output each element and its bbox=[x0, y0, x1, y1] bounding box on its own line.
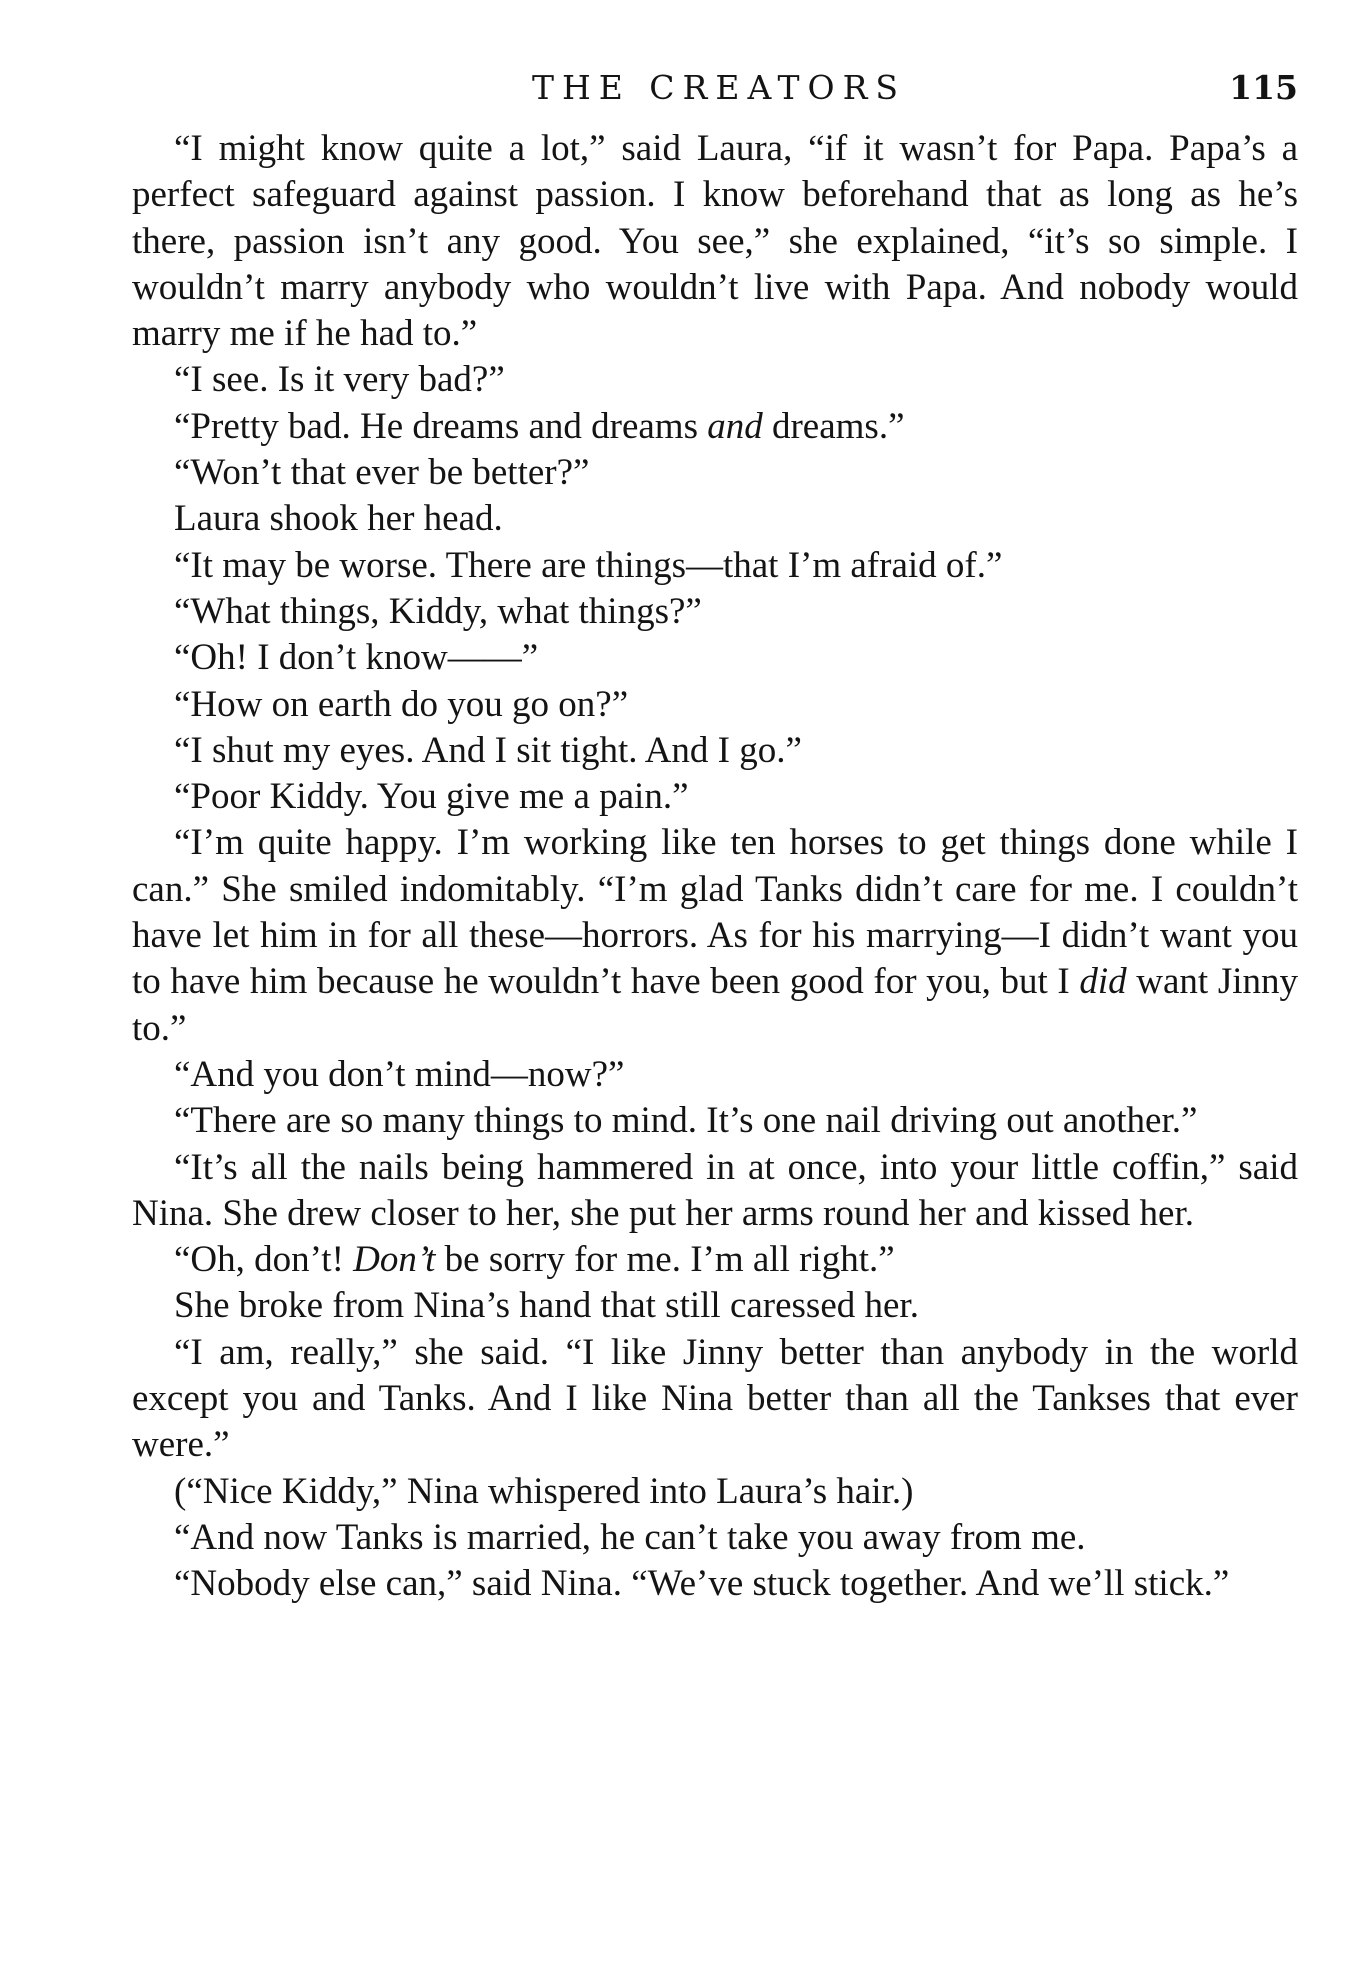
book-page bbox=[132, 58, 1298, 1608]
paragraph-text: “And now Tanks is married, he can’t take you away from me. bbox=[174, 1516, 1086, 1558]
paragraph bbox=[132, 543, 1298, 589]
paragraph-text: “How on earth do you go on?” bbox=[174, 683, 629, 725]
paragraph-text: Laura shook her head. bbox=[174, 498, 503, 540]
paragraph-text: “Oh, don’t! bbox=[174, 1239, 354, 1281]
paragraph bbox=[132, 635, 1298, 681]
paragraph bbox=[132, 1515, 1298, 1561]
running-title: THE CREATORS bbox=[531, 68, 907, 107]
paragraph-text: (“Nice Kiddy,” Nina whispered into Laura’s hair.) bbox=[174, 1470, 914, 1512]
paragraph bbox=[132, 589, 1298, 635]
paragraph bbox=[132, 820, 1298, 1051]
paragraph bbox=[132, 1052, 1298, 1098]
paragraph bbox=[132, 450, 1298, 496]
paragraph-text: “It’s all the nails being hammered in at once, into your little coffin,” said Nina. She drew closer to her, she put her arms round her and kissed her. bbox=[132, 1146, 1298, 1234]
paragraph bbox=[132, 682, 1298, 728]
paragraph-text: “I’m quite happy. I’m working like ten horses to get things done while I can.” She smiled indomitably. “I’m glad Tanks didn’t care for me. I couldn’t have let him in for all these—horrors. As for his marrying—I didn’t want you to have him because he wouldn’t have been good for you, but I bbox=[132, 822, 1298, 1003]
paragraph-text: “It may be worse. There are things—that I’m afraid of.” bbox=[174, 544, 1003, 586]
italic-emphasis: and bbox=[707, 405, 763, 447]
paragraph bbox=[132, 126, 1298, 357]
italic-emphasis: did bbox=[1079, 961, 1127, 1003]
paragraph bbox=[132, 1098, 1298, 1144]
paragraph bbox=[132, 1283, 1298, 1329]
paragraph-text: want Jinny to.” bbox=[132, 961, 1298, 1049]
paragraph-text: “Nobody else can,” said Nina. “We’ve stuck together. And we’ll stick.” bbox=[174, 1563, 1230, 1605]
paragraph-text: “Pretty bad. He dreams and dreams bbox=[174, 405, 708, 447]
paragraph-text: “What things, Kiddy, what things?” bbox=[174, 590, 702, 632]
paragraph-text: “Poor Kiddy. You give me a pain.” bbox=[174, 776, 689, 818]
paragraph bbox=[132, 1237, 1298, 1283]
paragraph bbox=[132, 1561, 1298, 1607]
paragraph bbox=[132, 404, 1298, 450]
paragraph bbox=[132, 1145, 1298, 1238]
page-number: 115 bbox=[1229, 68, 1298, 107]
paragraph bbox=[132, 1469, 1298, 1515]
paragraph-text: “There are so many things to mind. It’s one nail driving out another.” bbox=[174, 1100, 1198, 1142]
paragraph-text: “I see. Is it very bad?” bbox=[174, 359, 505, 401]
paragraph-text: dreams.” bbox=[762, 405, 905, 447]
paragraph bbox=[132, 357, 1298, 403]
paragraph-text: “And you don’t mind—now?” bbox=[174, 1053, 625, 1095]
paragraph-text: “I am, really,” she said. “I like Jinny better than anybody in the world except you and Tanks. And I like Nina better than all the Tankses that ever were.” bbox=[132, 1331, 1298, 1466]
body-text bbox=[132, 126, 1298, 1608]
running-head bbox=[132, 58, 1298, 118]
paragraph-text: be sorry for me. I’m all right.” bbox=[435, 1239, 895, 1281]
paragraph bbox=[132, 496, 1298, 542]
paragraph-text: She broke from Nina’s hand that still caressed her. bbox=[174, 1285, 919, 1327]
italic-emphasis: Don’t bbox=[353, 1239, 436, 1281]
paragraph-text: “Won’t that ever be better?” bbox=[174, 452, 590, 494]
paragraph bbox=[132, 728, 1298, 774]
paragraph bbox=[132, 774, 1298, 820]
paragraph-text: “Oh! I don’t know——” bbox=[174, 637, 539, 679]
paragraph-text: “I shut my eyes. And I sit tight. And I go.” bbox=[174, 729, 802, 771]
paragraph-text: “I might know quite a lot,” said Laura, “if it wasn’t for Papa. Papa’s a perfect safeguard against passion. I know beforehand that as long as he’s there, passion isn’t any good. You see,” she explained, “it’s so simple. I wouldn’t marry anybody who wouldn’t live with Papa. And nobody would marry me if he had to.” bbox=[132, 128, 1298, 355]
paragraph bbox=[132, 1330, 1298, 1469]
